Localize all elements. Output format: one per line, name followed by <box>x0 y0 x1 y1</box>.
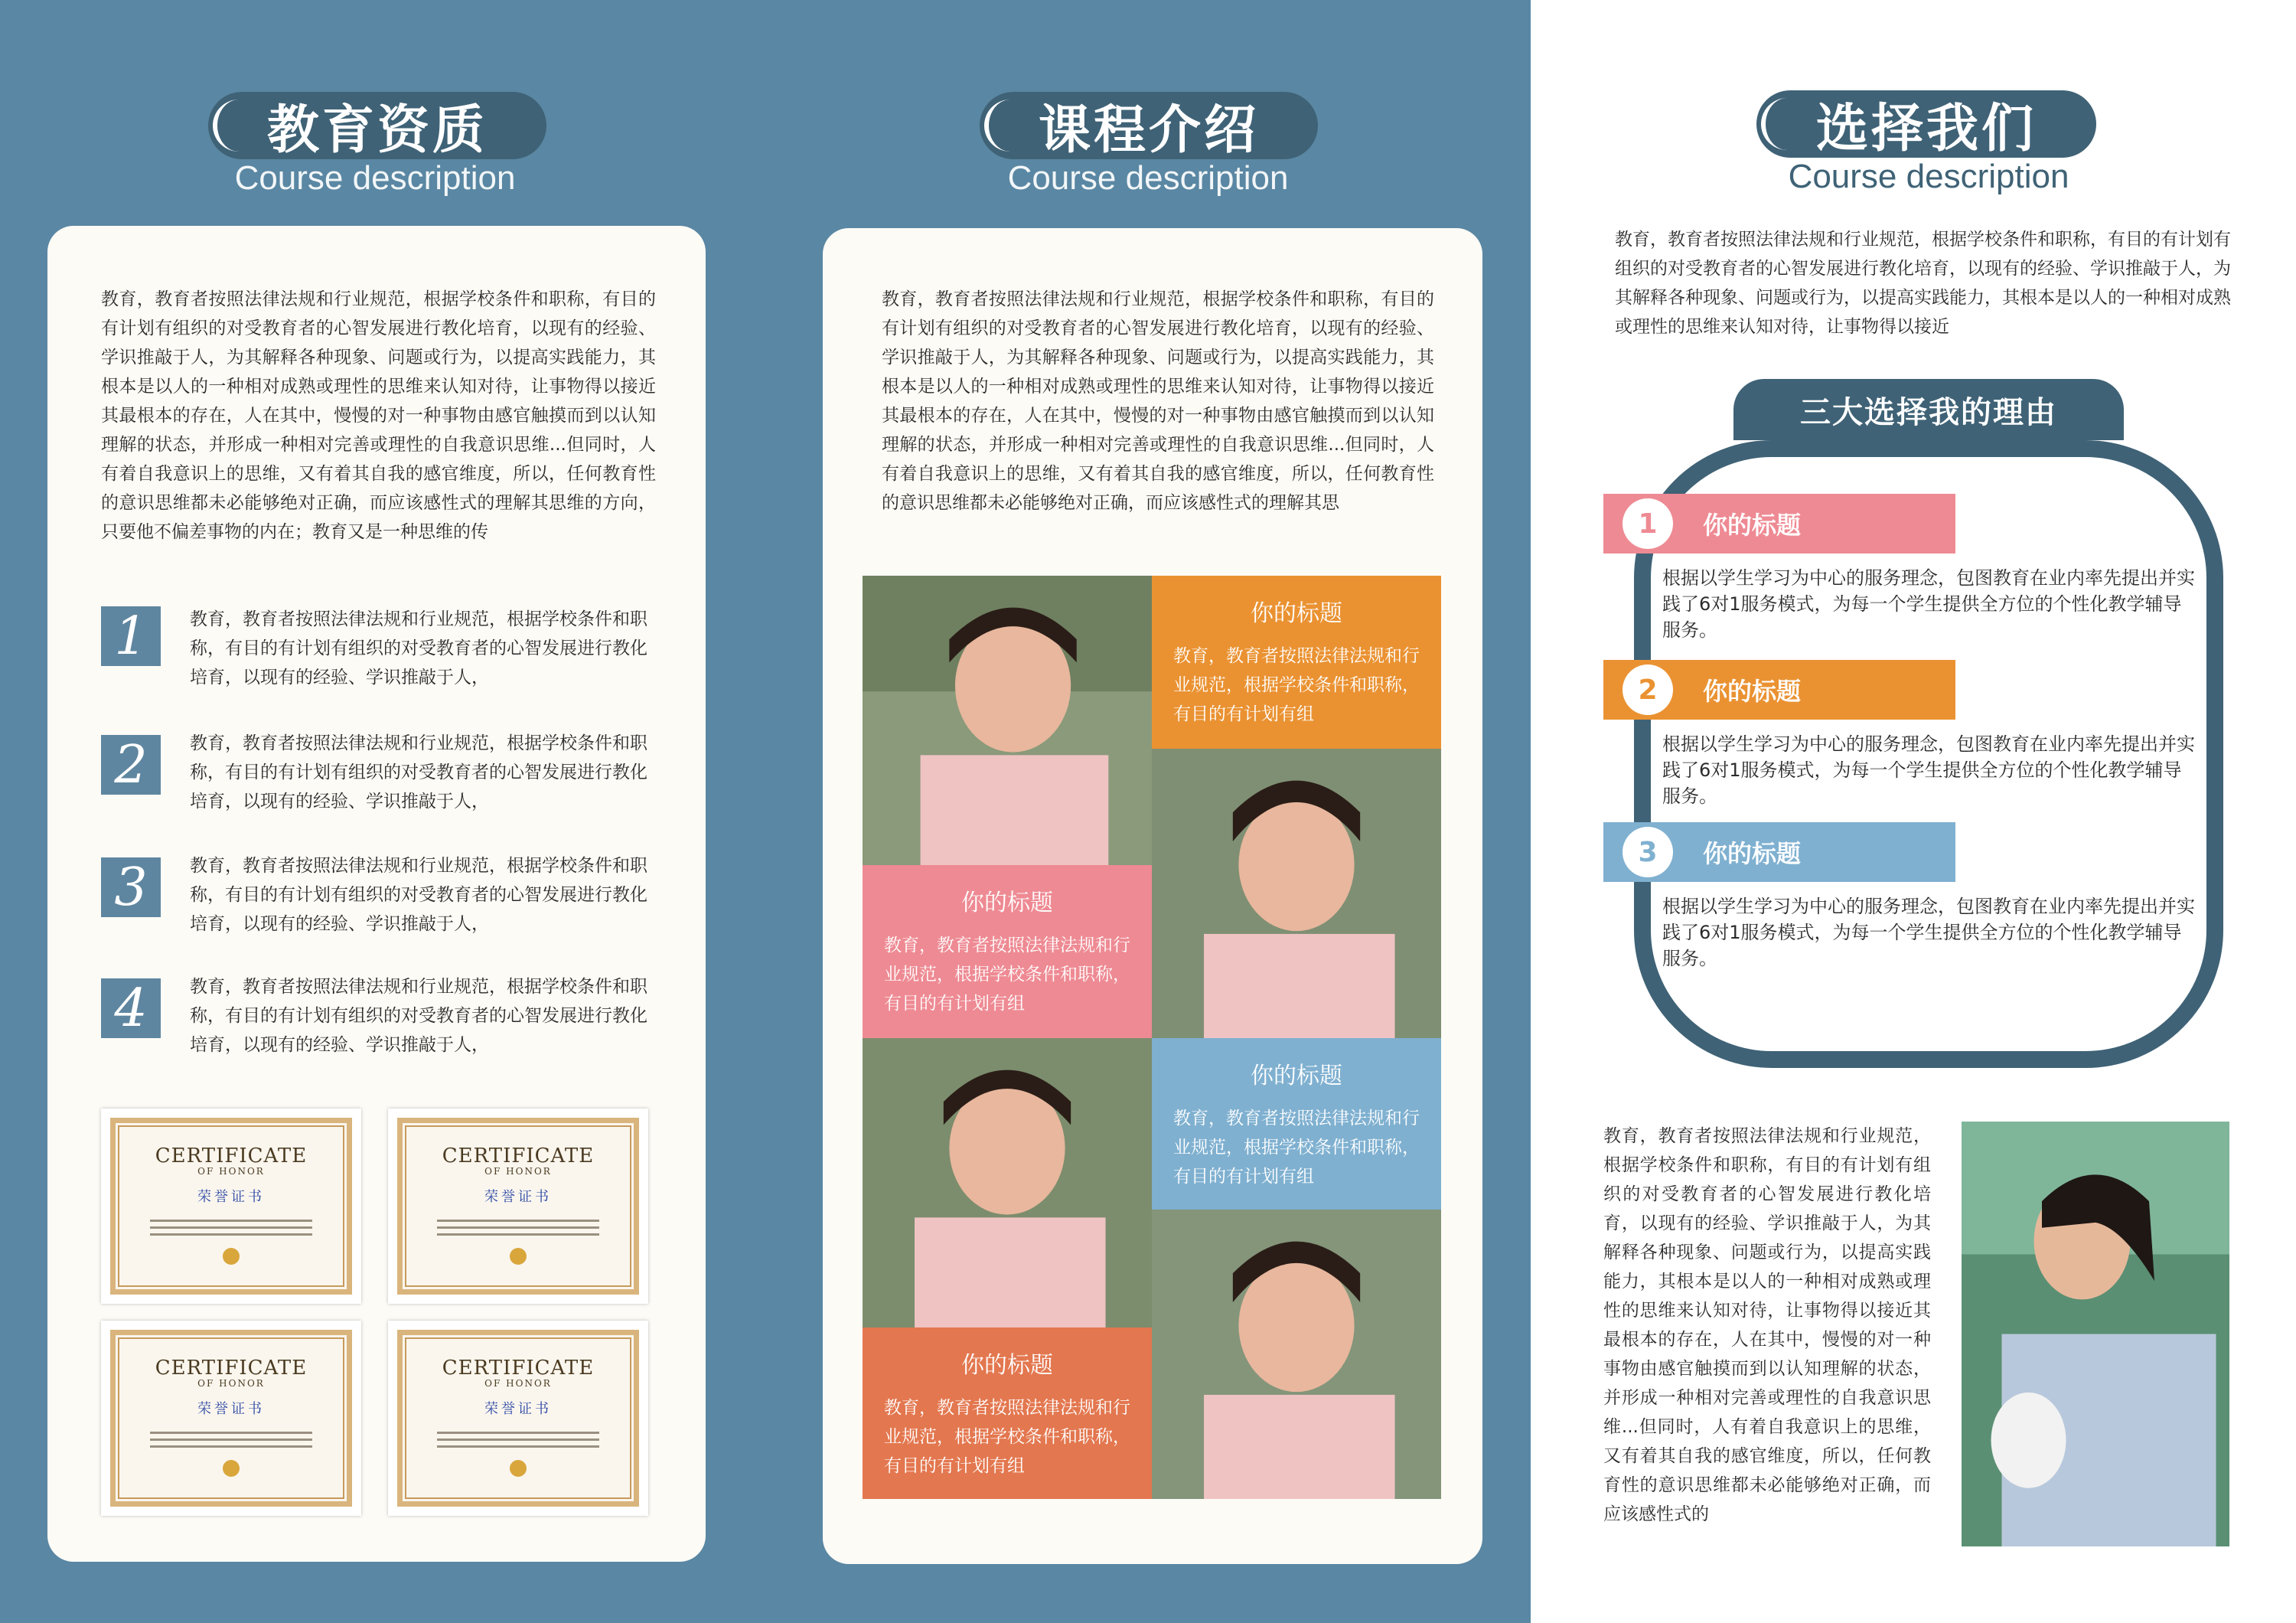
panel3-title-pill <box>1756 90 2096 158</box>
reason-number-1: 1 <box>1623 498 1673 549</box>
course-tile-text: 教育，教育者按照法律法规和行业规范，根据学校条件和职称，有目的有计划有组 <box>884 936 1130 1014</box>
item-number-4: 4 <box>101 978 161 1038</box>
course-tile-text: 教育，教育者按照法律法规和行业规范，根据学校条件和职称，有目的有计划有组 <box>884 1398 1130 1476</box>
photo-girl-4 <box>1152 1210 1441 1499</box>
reason-text-2: 根据以学生学习为中心的服务理念，包图教育在业内率先提出并实践了6对1服务模式，为每一个学生提供全方位的个性化教学辅导服务。 <box>1662 733 2195 807</box>
panel2-title-pill <box>980 92 1318 159</box>
item-number-2: 2 <box>101 735 161 795</box>
panel1-subtitle: Course description <box>234 159 516 197</box>
reason-title-2: 你的标题 <box>1703 677 1802 706</box>
panel1-title: 教育资质 <box>266 100 488 161</box>
reason-text-3: 根据以学生学习为中心的服务理念，包图教育在业内率先提出并实践了6对1服务模式，为每一个学生提供全方位的个性化教学辅导服务。 <box>1662 896 2195 969</box>
panel1-title-pill <box>208 92 546 159</box>
certificate-4: CERTIFICATE OF HONOR 荣誉证书 <box>388 1321 648 1516</box>
reason-title-1: 你的标题 <box>1703 511 1802 540</box>
seal-icon <box>510 1460 527 1477</box>
course-tile-4 <box>863 1327 1152 1499</box>
photo-teacher <box>1962 1122 2229 1546</box>
course-tile-title: 你的标题 <box>1251 600 1342 627</box>
seal-icon <box>510 1248 527 1265</box>
seal-icon <box>223 1248 240 1265</box>
photo-girl-1 <box>863 576 1152 865</box>
panel3-bottom-text: 教育，教育者按照法律法规和行业规范，根据学校条件和职称，有目的有计划有组织的对受教育者的心智发展进行教化培育，以现有的经验、学识推敲于人，为其解释各种现象、问题或行为，以提高实践能力，其根本是以人的一种相对成熟或理性的思维来认知对待，让事物得以接近其最根本的存在，人在其中，慢慢的对一种事物由感官触摸而到以认知理解的状态，并形成一种相对完善或理性的自我意识思维...但同时，人有着自我意识上的思维，又有着其自我的感官维度，所以，任何教育性的意识思维都未必能够绝对正确，而应该感性式的 <box>1603 1126 1931 1524</box>
item-text-2: 教育，教育者按照法律法规和行业规范，根据学校条件和职称，有目的有计划有组织的对受教育者的心智发展进行教化培育，以现有的经验、学识推敲于人， <box>190 733 647 812</box>
course-tile-text: 教育，教育者按照法律法规和行业规范，根据学校条件和职称，有目的有计划有组 <box>1173 1109 1420 1187</box>
certificate-1: CERTIFICATE OF HONOR 荣誉证书 <box>101 1109 361 1304</box>
reason-title-3: 你的标题 <box>1703 839 1802 868</box>
item-number-3: 3 <box>101 857 161 917</box>
photo-girl-2 <box>1152 749 1441 1038</box>
panel3-title: 选择我们 <box>1815 98 2037 159</box>
course-tile-title: 你的标题 <box>961 1352 1053 1379</box>
panel2-intro: 教育，教育者按照法律法规和行业规范，根据学校条件和职称，有目的有计划有组织的对受教育者的心智发展进行教化培育，以现有的经验、学识推敲于人，为其解释各种现象、问题或行为，以提高实践能力，其根本是以人的一种相对成熟或理性的思维来认知对待，让事物得以接近其最根本的存在，人在其中，慢慢的对一种事物由感官触摸而到以认知理解的状态，并形成一种相对完善或理性的自我意识思维...但同时，人有着自我意识上的思维，又有着其自我的感官维度，所以，任何教育性的意识思维都未必能够绝对正确，而应该感性式的理解其思 <box>882 289 1434 513</box>
reason-number-2: 2 <box>1623 665 1673 715</box>
course-tile-text: 教育，教育者按照法律法规和行业规范，根据学校条件和职称，有目的有计划有组 <box>1173 646 1420 724</box>
reason-text-1: 根据以学生学习为中心的服务理念，包图教育在业内率先提出并实践了6对1服务模式，为每一个学生提供全方位的个性化教学辅导服务。 <box>1662 567 2195 641</box>
item-number-1: 1 <box>101 606 161 666</box>
panel3-intro: 教育，教育者按照法律法规和行业规范，根据学校条件和职称，有目的有计划有组织的对受教育者的心智发展进行教化培育，以现有的经验、学识推敲于人，为其解释各种现象、问题或行为，以提高实践能力，其根本是以人的一种相对成熟或理性的思维来认知对待，让事物得以接近 <box>1615 230 2231 337</box>
item-text-1: 教育，教育者按照法律法规和行业规范，根据学校条件和职称，有目的有计划有组织的对受教育者的心智发展进行教化培育，以现有的经验、学识推敲于人， <box>190 609 647 687</box>
panel2-subtitle: Course description <box>1007 159 1289 197</box>
certificate-2: CERTIFICATE OF HONOR 荣誉证书 <box>388 1109 648 1304</box>
seal-icon <box>223 1460 240 1477</box>
reasons-heading: 三大选择我的理由 <box>1733 379 2124 440</box>
item-text-4: 教育，教育者按照法律法规和行业规范，根据学校条件和职称，有目的有计划有组织的对受教育者的心智发展进行教化培育，以现有的经验、学识推敲于人， <box>190 977 647 1055</box>
course-tile-3 <box>1152 1038 1441 1210</box>
certificate-3: CERTIFICATE OF HONOR 荣誉证书 <box>101 1321 361 1516</box>
course-tile-2 <box>863 865 1152 1038</box>
photo-girl-3 <box>863 1038 1152 1327</box>
item-text-3: 教育，教育者按照法律法规和行业规范，根据学校条件和职称，有目的有计划有组织的对受教育者的心智发展进行教化培育，以现有的经验、学识推敲于人， <box>190 856 647 934</box>
panel2-title: 课程介绍 <box>1038 100 1259 161</box>
course-tile-1 <box>1152 576 1441 749</box>
panel1-intro: 教育，教育者按照法律法规和行业规范，根据学校条件和职称，有目的有计划有组织的对受教育者的心智发展进行教化培育，以现有的经验、学识推敲于人，为其解释各种现象、问题或行为，以提高实践能力，其根本是以人的一种相对成熟或理性的思维来认知对待，让事物得以接近其最根本的存在，人在其中，慢慢的对一种事物由感官触摸而到以认知理解的状态，并形成一种相对完善或理性的自我意识思维...但同时，人有着自我意识上的思维，又有着其自我的感官维度，所以，任何教育性的意识思维都未必能够绝对正确，而应该感性式的理解其思维的方向，只要他不偏差事物的内在；教育又是一种思维的传 <box>101 289 656 542</box>
course-tile-title: 你的标题 <box>1251 1063 1342 1089</box>
course-tile-title: 你的标题 <box>961 890 1053 916</box>
panel3-subtitle: Course description <box>1788 158 2069 195</box>
reason-number-3: 3 <box>1623 827 1673 877</box>
